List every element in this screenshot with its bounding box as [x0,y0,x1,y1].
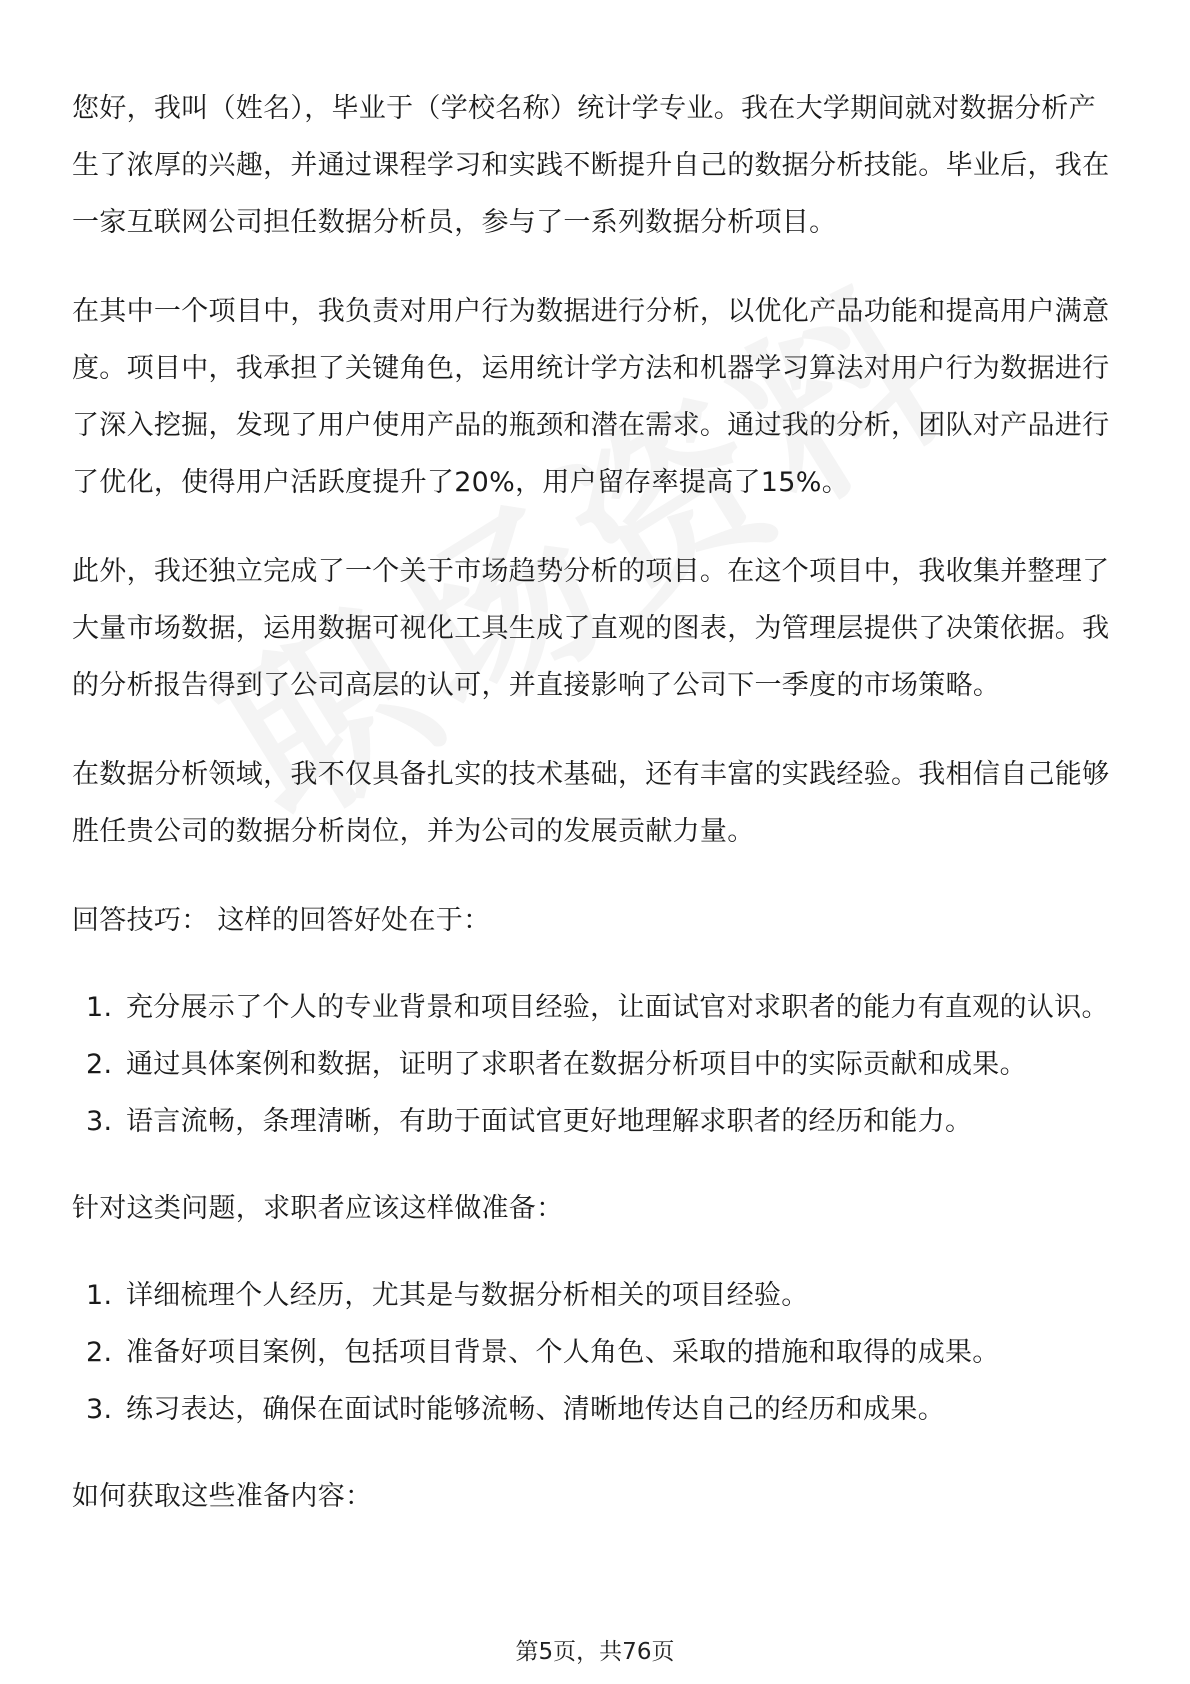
list-number: 1. [86,1280,113,1311]
list-number: 2. [86,1049,113,1080]
list-number: 2. [86,1337,113,1368]
list-number: 1. [86,992,113,1023]
list-item [72,1267,1118,1324]
prep-list [72,1267,1118,1438]
page-content [72,80,1118,1555]
list-item [72,1324,1118,1381]
project-paragraph: 在其中一个项目中，我负责对用户行为数据进行分析，以优化产品功能和提高用户满意度。项目中，我承担了关键角色，运用统计学方法和机器学习算法对用户行为数据进行了深入挖掘，发现了用户使用产品的瓶颈和潜在需求。通过我的分析，团队对产品进行了优化，使得用户活跃度提升了20%，用户留存率提高了15%。 [72,296,1110,498]
tips-heading: 回答技巧： 这样的回答好处在于： [72,905,491,936]
get-heading: 如何获取这些准备内容： [72,1481,373,1512]
page-footer: 第5页，共76页 [515,1639,675,1665]
market-paragraph: 此外，我还独立完成了一个关于市场趋势分析的项目。在这个项目中，我收集并整理了大量市场数据，运用数据可视化工具生成了直观的图表，为管理层提供了决策依据。我的分析报告得到了公司高层的认可，并直接影响了公司下一季度的市场策略。 [72,556,1110,701]
list-item [72,1381,1118,1438]
list-text: 语言流畅，条理清晰，有助于面试官更好地理解求职者的经历和能力。 [126,1106,973,1137]
list-item [72,1036,1118,1093]
list-text: 准备好项目案例，包括项目背景、个人角色、采取的措施和取得的成果。 [126,1337,1000,1368]
list-text: 详细梳理个人经历，尤其是与数据分析相关的项目经验。 [126,1280,809,1311]
tips-list [72,979,1118,1150]
list-text: 充分展示了个人的专业背景和项目经验，让面试官对求职者的能力有直观的认识。 [126,992,1109,1023]
intro-paragraph: 您好，我叫（姓名），毕业于（学校名称）统计学专业。我在大学期间就对数据分析产生了浓厚的兴趣，并通过课程学习和实践不断提升自己的数据分析技能。毕业后，我在一家互联网公司担任数据分析员，参与了一系列数据分析项目。 [72,93,1110,238]
list-text: 练习表达，确保在面试时能够流畅、清晰地传达自己的经历和成果。 [126,1394,945,1425]
list-text: 通过具体案例和数据，证明了求职者在数据分析项目中的实际贡献和成果。 [126,1049,1027,1080]
prep-heading: 针对这类问题，求职者应该这样做准备： [72,1193,564,1224]
list-item [72,1093,1118,1150]
summary-paragraph: 在数据分析领域，我不仅具备扎实的技术基础，还有丰富的实践经验。我相信自己能够胜任贵公司的数据分析岗位，并为公司的发展贡献力量。 [72,759,1110,847]
list-item [72,979,1118,1036]
list-number: 3. [86,1106,113,1137]
list-number: 3. [86,1394,113,1425]
